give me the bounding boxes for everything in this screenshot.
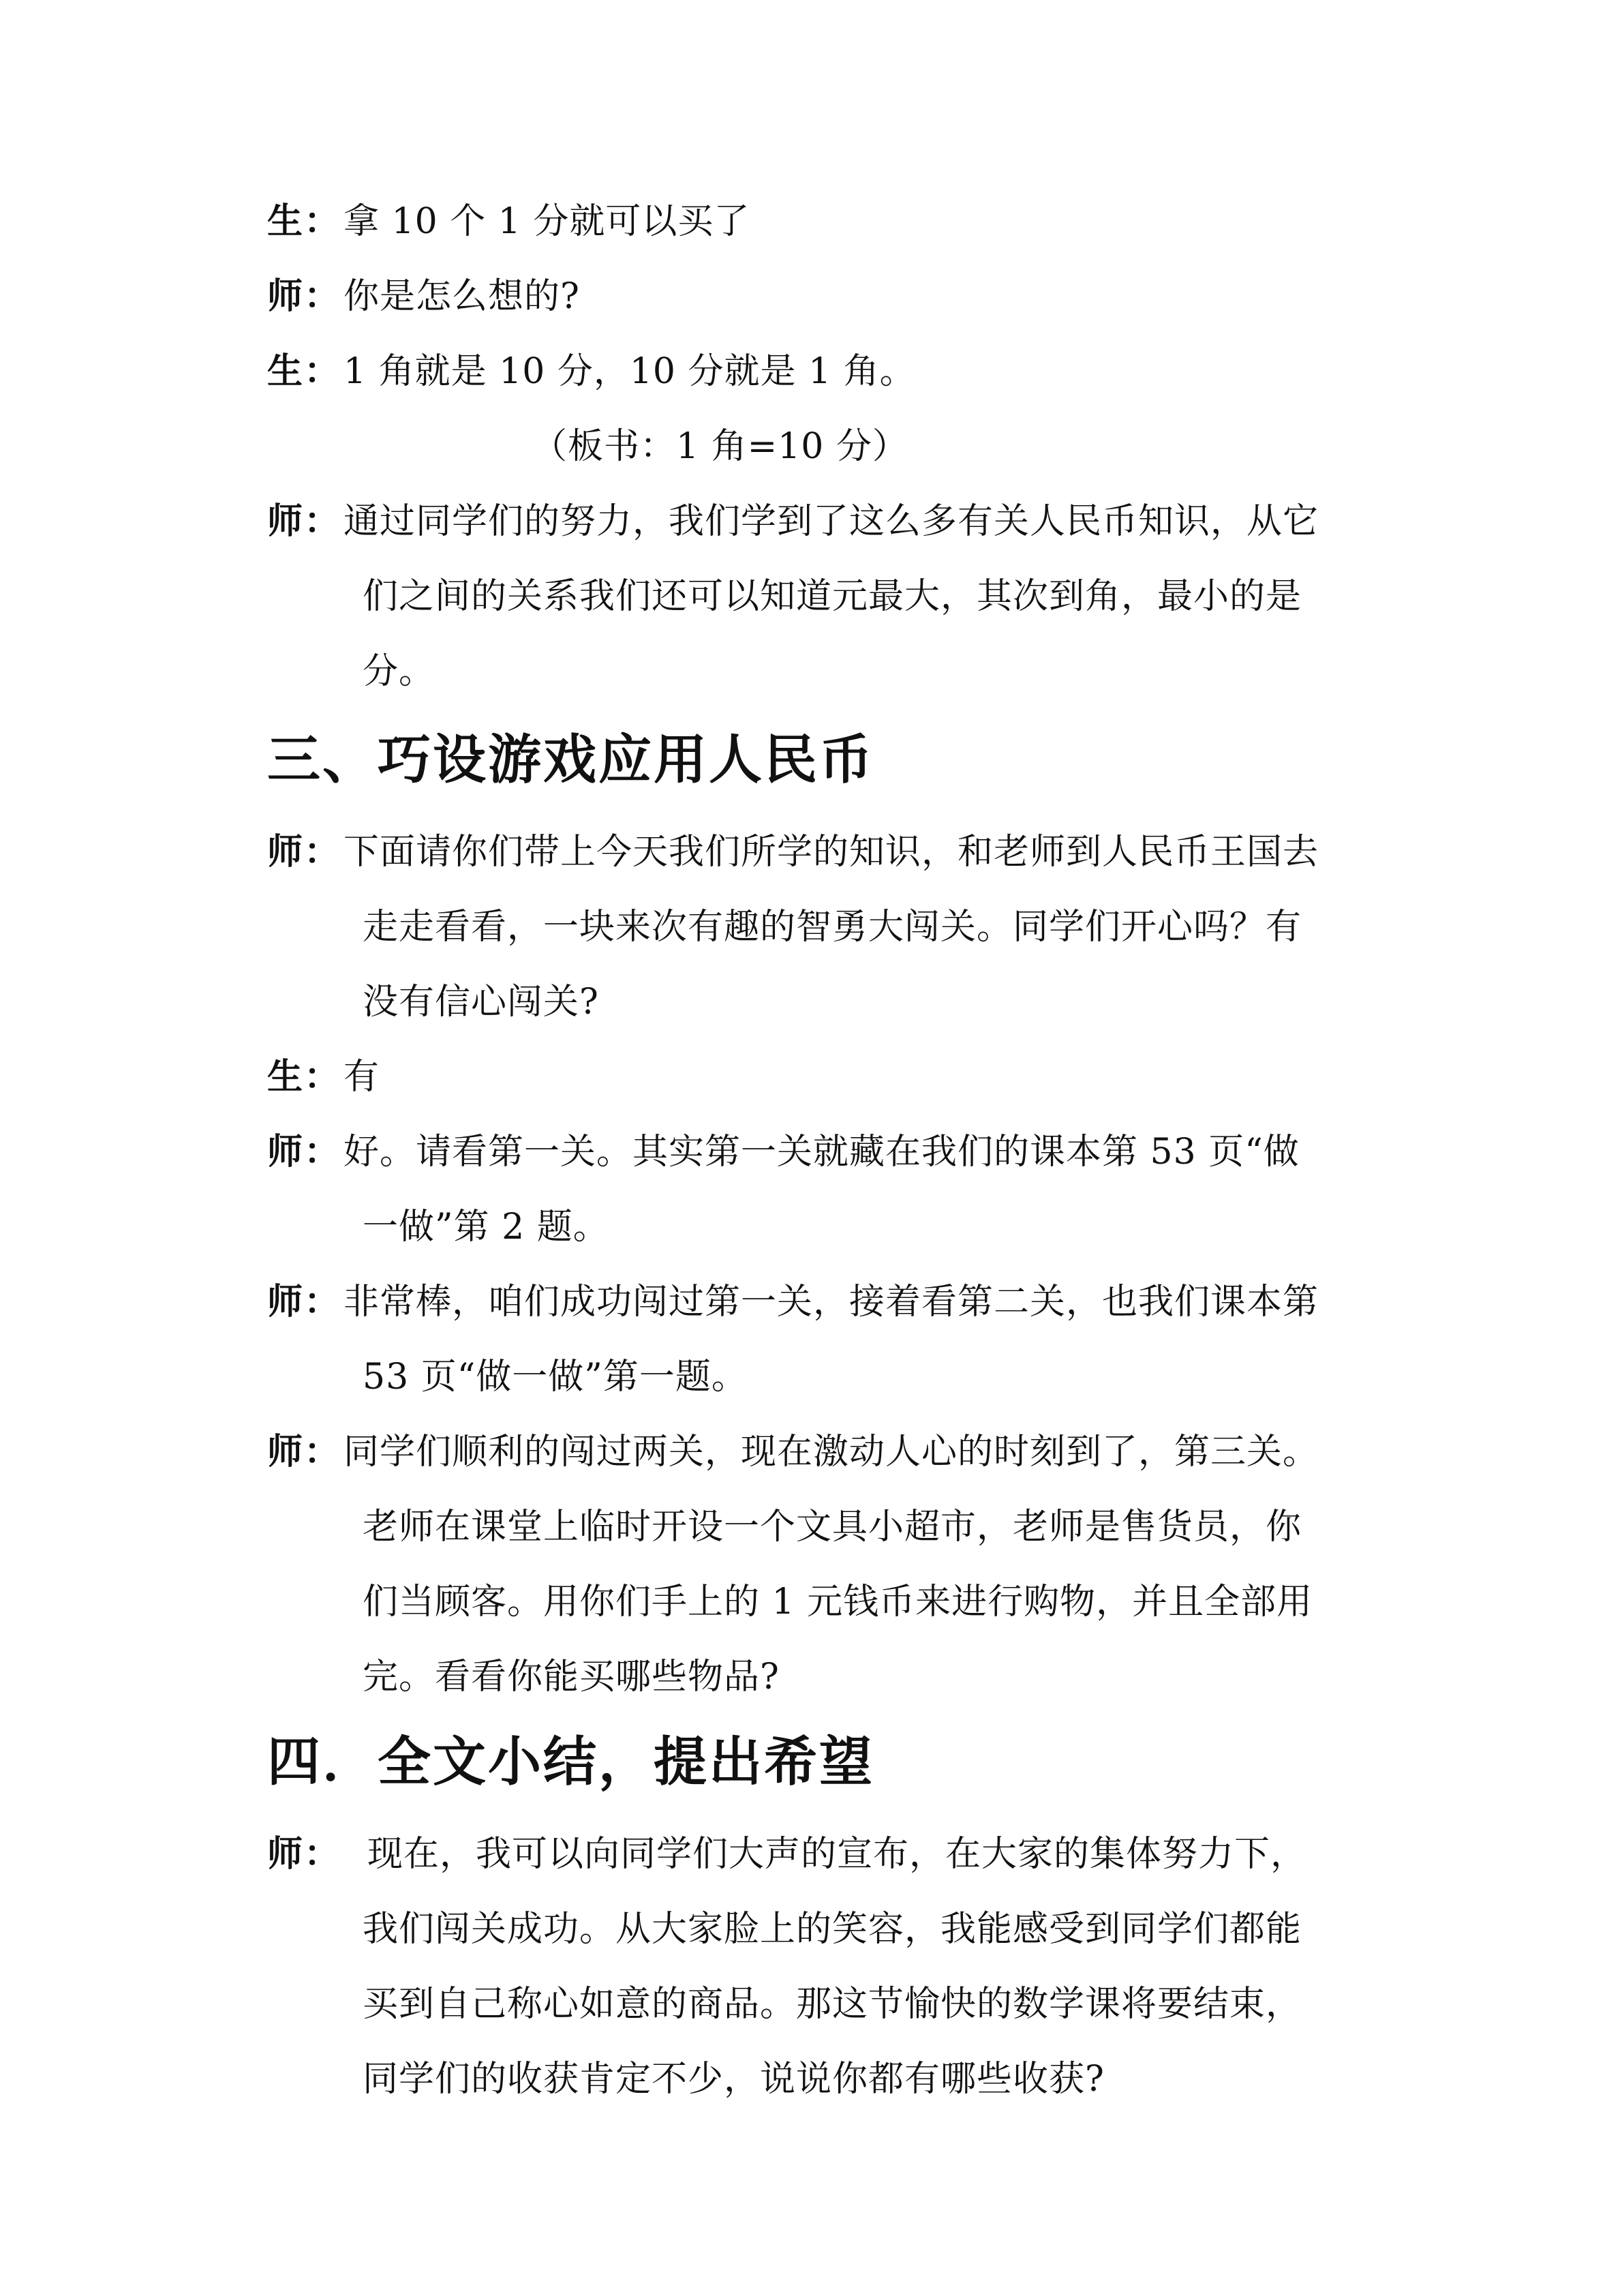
dialogue-text: 一做”第 2 题。 — [363, 1207, 609, 1248]
board-note: （板书：1 角=10 分） — [532, 426, 908, 467]
speaker-label: 师： — [267, 1834, 341, 1875]
dialogue-text: 分。 — [363, 651, 435, 692]
dialogue-text: 老师在课堂上临时开设一个文具小超市，老师是售货员，你 — [363, 1507, 1302, 1547]
speaker-label: 生： — [267, 201, 341, 242]
dialogue-text: 买到自己称心如意的商品。那这节愉快的数学课将要结束， — [363, 1984, 1302, 2025]
dialogue-paragraph — [267, 1415, 1385, 1715]
speaker-label: 师： — [267, 832, 341, 873]
dialogue-text: 同学们顺利的闯过两关，现在激动人心的时刻到了，第三关。 — [343, 1432, 1319, 1472]
speaker-label: 师： — [267, 501, 341, 542]
dialogue-text: 同学们的收获肯定不少，说说你都有哪些收获? — [363, 2059, 1105, 2100]
dialogue-text: 拿 10 个 1 分就可以买了 — [343, 201, 750, 242]
speaker-label: 师： — [267, 1432, 341, 1472]
dialogue-text: 1 角就是 10 分，10 分就是 1 角。 — [343, 351, 916, 392]
dialogue-paragraph — [267, 1817, 1385, 2117]
dialogue-text: 现在，我可以向同学们大声的宣布，在大家的集体努力下， — [343, 1834, 1307, 1875]
speaker-label: 师： — [267, 1282, 341, 1323]
dialogue-paragraph — [267, 1115, 1385, 1265]
dialogue-text: 非常棒，咱们成功闯过第一关，接着看第二关，也我们课本第 — [343, 1282, 1319, 1323]
dialogue-text: 53 页“做一做”第一题。 — [363, 1357, 748, 1398]
dialogue-text: 下面请你们带上今天我们所学的知识，和老师到人民币王国去 — [343, 832, 1319, 873]
dialogue-text: 你是怎么想的? — [343, 276, 580, 317]
dialogue-text: 们之间的关系我们还可以知道元最大，其次到角，最小的是 — [363, 576, 1302, 617]
dialogue-paragraph — [267, 484, 1385, 709]
speaker-label: 师： — [267, 1132, 341, 1173]
dialogue-text: 没有信心闯关? — [363, 982, 599, 1023]
speaker-label: 师： — [267, 276, 341, 317]
section-heading: 三、巧设游戏应用人民币 — [267, 729, 875, 791]
dialogue-text: 们当顾客。用你们手上的 1 元钱币来进行购物，并且全部用 — [363, 1582, 1313, 1622]
section-heading: 四．全文小结，提出希望 — [267, 1732, 875, 1793]
dialogue-text: 通过同学们的努力，我们学到了这么多有关人民币知识，从它 — [343, 501, 1319, 542]
dialogue-text: 走走看看，一块来次有趣的智勇大闯关。同学们开心吗？有 — [363, 907, 1302, 948]
dialogue-paragraph — [267, 815, 1385, 1040]
dialogue-paragraph — [267, 1265, 1385, 1415]
dialogue-text: 完。看看你能买哪些物品? — [363, 1657, 780, 1697]
dialogue-text: 有 — [343, 1057, 380, 1098]
dialogue-text: 我们闯关成功。从大家脸上的笑容，我能感受到同学们都能 — [363, 1909, 1302, 1950]
speaker-label: 生： — [267, 1057, 341, 1098]
speaker-label: 生： — [267, 351, 341, 392]
dialogue-text: 好。请看第一关。其实第一关就藏在我们的课本第 53 页“做 — [343, 1132, 1300, 1173]
